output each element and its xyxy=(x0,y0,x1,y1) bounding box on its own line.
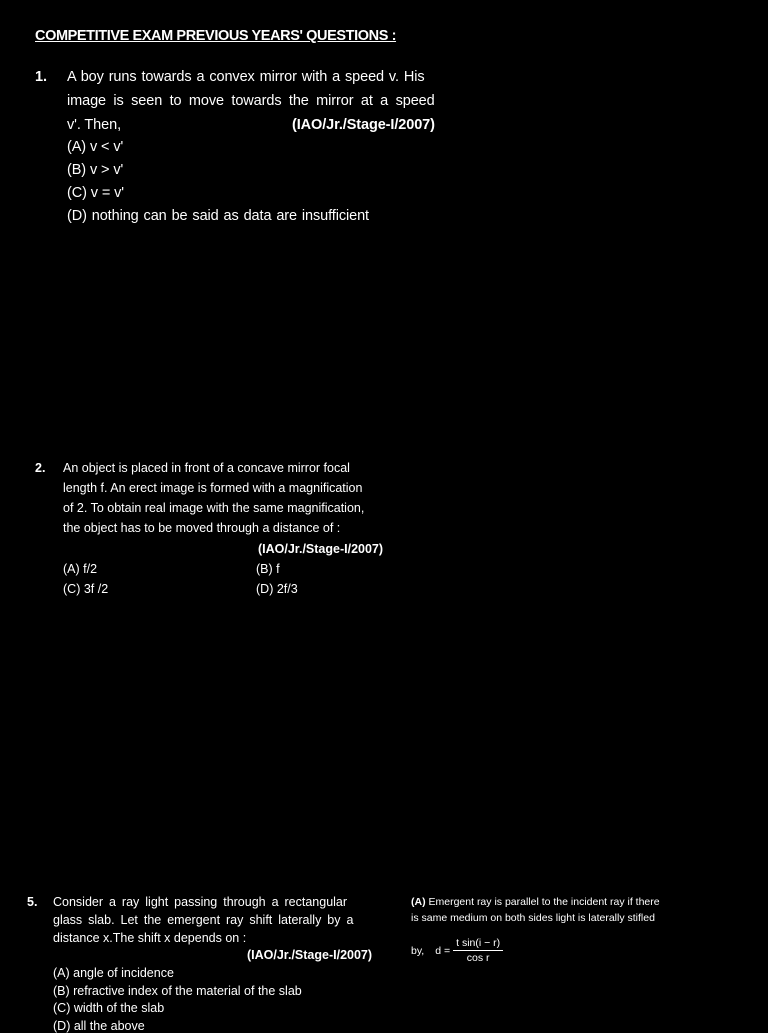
answer-line: is same medium on both sides light is laterally stifled xyxy=(411,912,655,924)
question-text-line: An object is placed in front of a concave mirror focal xyxy=(63,461,350,475)
option-d: (D) nothing can be said as data are insufficient xyxy=(67,208,369,224)
option-b: (B) v > v' xyxy=(67,162,124,178)
question-number: 2. xyxy=(35,461,46,475)
option-d: (D) all the above xyxy=(53,1019,145,1033)
answer-formula xyxy=(411,937,503,964)
option-b: (B) f xyxy=(256,562,280,576)
option-d: (D) 2f/3 xyxy=(256,582,298,596)
option-c: (C) width of the slab xyxy=(53,1001,165,1015)
option-b: (B) refractive index of the material of the slab xyxy=(53,984,302,998)
formula-lhs: d = xyxy=(435,944,451,957)
question-number: 1. xyxy=(35,69,47,85)
formula-numerator: t sin(i − r) xyxy=(453,937,503,951)
question-text-line: distance x.The shift x depends on : xyxy=(53,931,247,945)
option-a: (A) angle of incidence xyxy=(53,966,174,980)
formula-fraction xyxy=(453,937,503,964)
question-text-line: glass slab. Let the emergent ray shift laterally by a xyxy=(53,913,354,927)
option-c: (C) v = v' xyxy=(67,185,124,201)
answer-text: Emergent ray is parallel to the incident ray if there xyxy=(428,896,660,908)
question-source: (IAO/Jr./Stage-I/2007) xyxy=(258,542,384,556)
option-c: (C) 3f /2 xyxy=(63,582,109,596)
question-text-line: the object has to be moved through a distance of : xyxy=(63,521,341,535)
answer-line xyxy=(411,896,660,908)
question-text-line: image is seen to move towards the mirror at a speed xyxy=(67,93,435,109)
answer-label: (A) xyxy=(411,896,426,908)
option-a: (A) v < v' xyxy=(67,139,124,155)
option-a: (A) f/2 xyxy=(63,562,98,576)
question-text-line: v'. Then, xyxy=(67,117,121,133)
question-text-line: length f. An erect image is formed with a magnification xyxy=(63,481,363,495)
question-text-line: of 2. To obtain real image with the same magnification, xyxy=(63,501,365,515)
question-number: 5. xyxy=(27,895,38,909)
question-source: (IAO/Jr./Stage-I/2007) xyxy=(247,948,373,962)
page-heading: COMPETITIVE EXAM PREVIOUS YEARS' QUESTIONS : xyxy=(35,28,397,44)
question-text-line: Consider a ray light passing through a rectangular xyxy=(53,895,348,909)
question-text-line: A boy runs towards a convex mirror with a speed v. His xyxy=(67,69,425,85)
question-source: (IAO/Jr./Stage-I/2007) xyxy=(292,117,435,133)
by-text: by, xyxy=(411,944,425,957)
formula-denominator: cos r xyxy=(466,952,490,964)
